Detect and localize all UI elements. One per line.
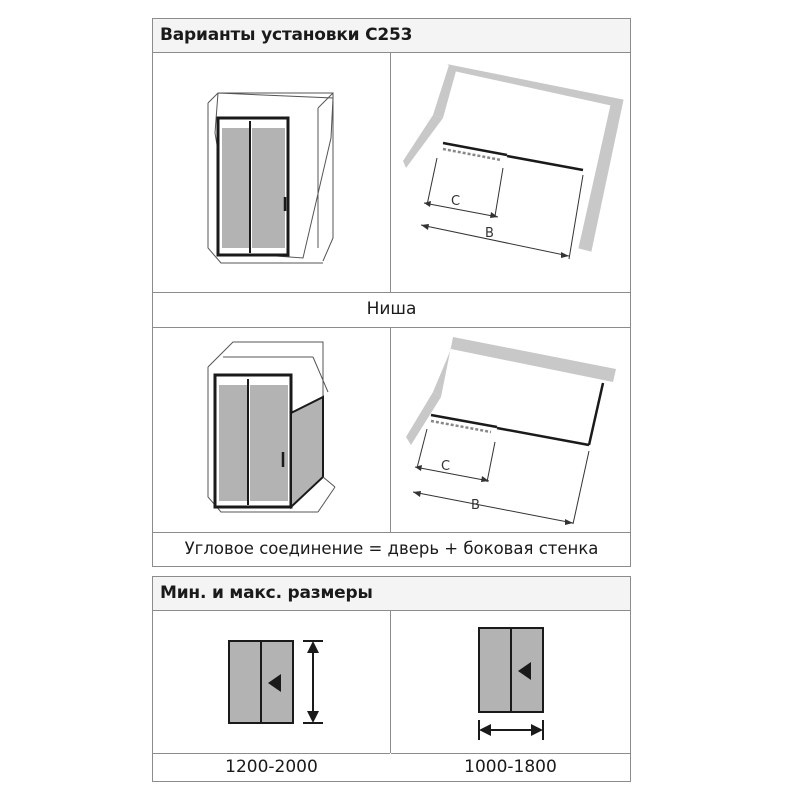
sizes-title: Мин. и макс. размеры (160, 583, 373, 603)
corner-caption: Угловое соединение = дверь + боковая стенка (153, 532, 630, 566)
niche-plan-diagram (391, 53, 630, 292)
dimension-b-label: B (485, 226, 494, 241)
dimension-c-label: C (451, 194, 461, 209)
dimension-c-label: C (441, 459, 451, 474)
niche-3d-view (153, 53, 390, 292)
height-size-diagram (153, 611, 390, 753)
sizes-panel (152, 576, 631, 782)
height-size-view (153, 611, 390, 753)
corner-3d-view (153, 327, 390, 532)
corner-plan-view (391, 327, 630, 532)
installation-header (153, 19, 630, 53)
installation-title: Варианты установки C253 (160, 25, 413, 45)
niche-caption: Ниша (153, 292, 630, 327)
niche-3d-illustration (153, 53, 390, 292)
width-range-label: 1000-1800 (391, 753, 630, 780)
corner-plan-diagram (391, 327, 630, 532)
width-size-view (391, 611, 630, 753)
niche-plan-view (391, 53, 630, 292)
height-range-label: 1200-2000 (153, 753, 390, 780)
corner-3d-illustration (153, 327, 390, 532)
dimension-b-label: B (471, 498, 480, 513)
installation-options-panel (152, 18, 631, 567)
sizes-header (153, 577, 630, 611)
width-size-diagram (391, 611, 630, 753)
